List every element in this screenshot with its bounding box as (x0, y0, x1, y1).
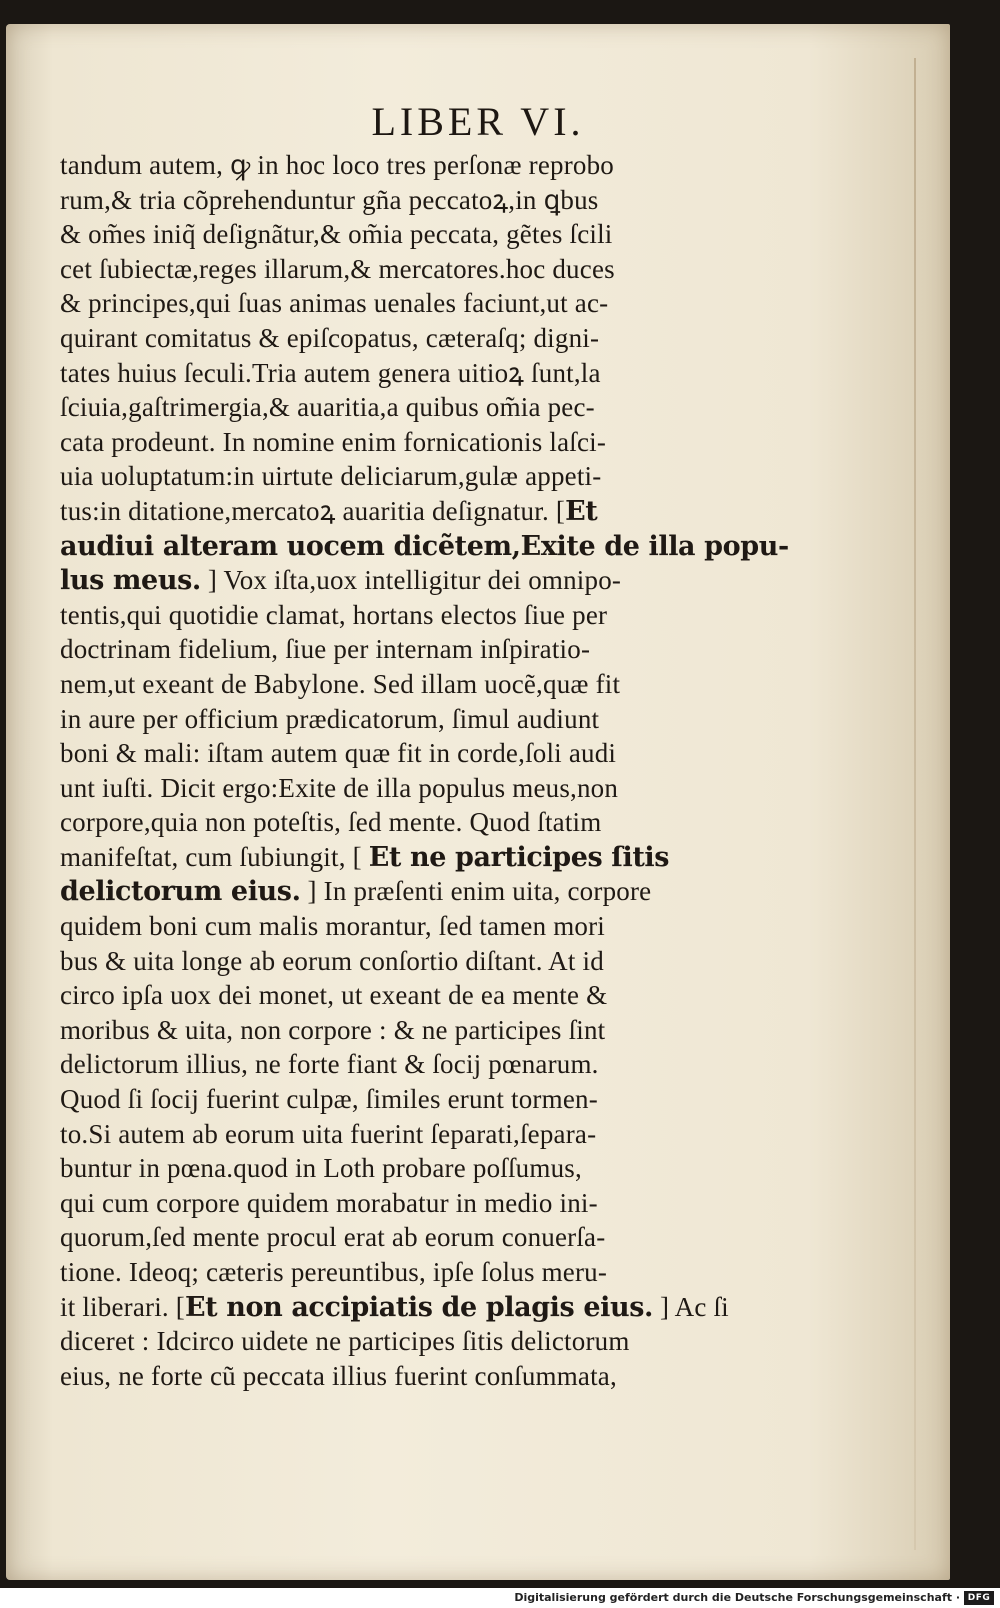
text-segment: corpore,quia non poteſtis, ſed mente. Quod ſtatim (60, 807, 602, 838)
text-line (60, 1117, 800, 1152)
text-segment: cata prodeunt. In nomine enim fornicationis laſci- (60, 426, 607, 457)
scripture-quote: delictorum eius. (60, 876, 301, 908)
text-line (60, 598, 800, 633)
scripture-quote: Et non accipiatis de plagis eius. (185, 1291, 654, 1323)
book-page (6, 24, 950, 1580)
text-line (60, 667, 800, 702)
text-line (60, 1151, 800, 1186)
text-line (60, 1047, 800, 1082)
text-segment: bus & uita longe ab eorum conſortio diſtant. At id (60, 945, 604, 976)
text-line (60, 286, 800, 321)
page-fold-edge (914, 58, 916, 1550)
text-line (60, 183, 800, 218)
text-segment: ] In præſenti enim uita, corpore (300, 876, 652, 907)
text-line (60, 390, 800, 425)
text-line (60, 978, 800, 1013)
text-line (60, 771, 800, 806)
text-line (60, 1324, 800, 1359)
text-segment: quorum,ſed mente procul erat ab eorum conuerſa- (60, 1222, 606, 1253)
text-segment: delictorum illius, ne forte fiant & ſocij pœnarum. (60, 1049, 599, 1080)
text-line (60, 459, 800, 494)
text-segment: & principes,qui ſuas animas uenales faciunt,ut ac- (60, 288, 609, 319)
funding-notice: Digitalisierung gefördert durch die Deutsche Forschungsgemeinschaft · (514, 1591, 960, 1604)
text-segment: Quod ſi ſocij fuerint culpæ, ſimiles erunt tormen- (60, 1084, 598, 1115)
body-text (60, 148, 800, 1393)
text-segment: tione. Ideoq; cæteris pereuntibus, ipſe ſolus meru- (60, 1257, 608, 1287)
text-segment: moribus & uita, non corpore : & ne participes ſint (60, 1014, 606, 1045)
text-line (60, 840, 800, 875)
text-line (60, 529, 800, 564)
scripture-quote: audiui alteram uocem dicẽtem,Exite de illa popu- (60, 530, 789, 562)
footer-bar (0, 1588, 1000, 1608)
text-line (60, 1013, 800, 1048)
text-segment: doctrinam fidelium, ſiue per internam inſpiratio- (60, 634, 591, 665)
text-line (60, 356, 800, 391)
text-line (60, 252, 800, 287)
text-line (60, 217, 800, 252)
text-segment: rum,& tria cõprehenduntur gña peccatoꝝ,in ꝗbus (60, 184, 599, 215)
text-segment: cet ſubiectæ,reges illarum,& mercatores.hoc duces (60, 253, 615, 284)
text-line (60, 494, 800, 529)
text-line (60, 1186, 800, 1221)
text-line (60, 944, 800, 979)
scripture-quote: lus meus. (60, 565, 201, 597)
text-segment: ] Ac ſi (653, 1291, 729, 1322)
text-segment: quidem boni cum malis morantur, ſed tamen mori (60, 911, 606, 942)
text-segment: tandum autem, ꝙ in hoc loco tres perſonæ reprobo (60, 150, 614, 180)
text-line (60, 1082, 800, 1117)
text-segment: tates huius ſeculi.Tria autem genera uitioꝝ ſunt,la (60, 357, 601, 388)
text-line (60, 563, 800, 598)
text-segment: eius, ne forte cũ peccata illius fuerint conſummata, (60, 1360, 617, 1391)
text-line (60, 148, 800, 183)
text-segment: circo ipſa uox dei monet, ut exeant de ea mente & (60, 980, 608, 1011)
text-segment: ſciuia,gaſtrimergia,& auaritia,a quibus om̃ia pec- (60, 392, 595, 423)
text-line (60, 1255, 800, 1290)
text-segment: quirant comitatus & epiſcopatus, cæteraſq; digni- (60, 322, 600, 353)
text-segment: it liberari. [ (60, 1291, 185, 1322)
text-segment: qui cum corpore quidem morabatur in medio ini- (60, 1187, 598, 1218)
scripture-quote: Et ne participes ſitis (368, 841, 670, 873)
text-segment: nem,ut exeant de Babylone. Sed illam uocẽ,quæ fit (60, 668, 621, 699)
text-segment: buntur in pœna.quod in Loth probare poſſumus, (60, 1153, 582, 1184)
text-segment: boni & mali: iſtam autem quæ fit in corde,ſoli audi (60, 738, 617, 769)
text-line (60, 1220, 800, 1255)
text-segment: manifeſtat, cum ſubiungit, [ (60, 841, 369, 872)
text-segment: & om̃es iniq̃ deſignãtur,& om̃ia peccata, gẽtes ſcili (60, 219, 613, 250)
text-line (60, 1290, 800, 1325)
text-segment: tus:in ditatione,mercatoꝝ auaritia deſignatur. [ (60, 495, 566, 526)
text-line (60, 1359, 800, 1394)
text-segment: in aure per officium prædicatorum, ſimul audiunt (60, 703, 600, 734)
text-segment: unt iuſti. Dicit ergo:Exite de illa populus meus,non (60, 772, 619, 803)
text-segment: diceret : Idcirco uidete ne participes ſitis delictorum (60, 1326, 630, 1357)
running-head: LIBER VI. (371, 99, 585, 144)
text-line (60, 805, 800, 840)
text-segment: tentis,qui quotidie clamat, hortans electos ſiue per (60, 599, 608, 630)
text-segment: to.Si autem ab eorum uita fuerint ſeparati,ſepara- (60, 1118, 597, 1149)
text-segment: ] Vox iſta,uox intelligitur dei omnipo- (200, 565, 622, 596)
text-line (60, 736, 800, 771)
text-line (60, 321, 800, 356)
text-segment: uia uoluptatum:in uirtute deliciarum,gulæ appeti- (60, 461, 602, 492)
text-line (60, 874, 800, 909)
text-line (60, 425, 800, 460)
text-line (60, 702, 800, 737)
text-line (60, 632, 800, 667)
dfg-logo: DFG (964, 1591, 994, 1605)
scripture-quote: Et (565, 495, 598, 527)
text-line (60, 909, 800, 944)
